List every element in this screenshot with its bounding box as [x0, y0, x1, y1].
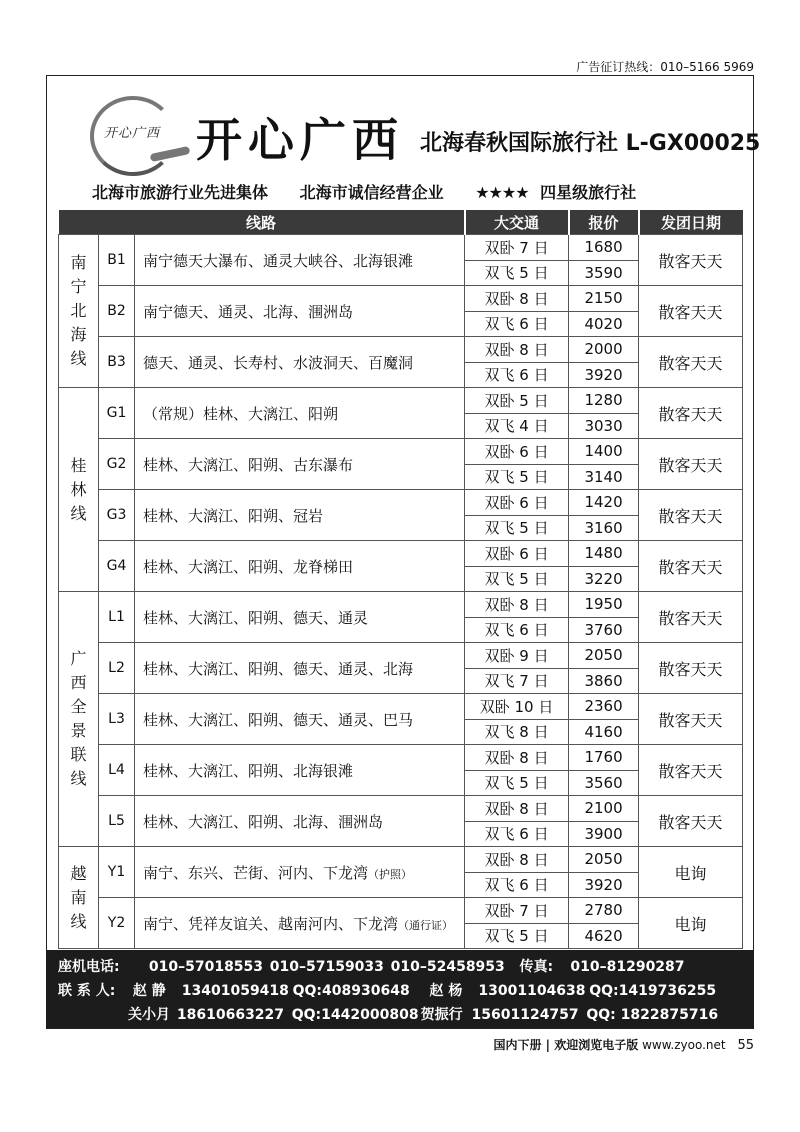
route-code: L3 [99, 694, 135, 745]
departure-date: 散客天天 [639, 745, 743, 796]
route-text: 桂林、大漓江、阳朔、德天、通灵 [143, 608, 369, 627]
transport-option: 双飞 5 日 [465, 464, 569, 490]
table-row [59, 388, 743, 414]
price-cell: 3760 [569, 617, 639, 643]
transport-option: 双卧 6 日 [465, 439, 569, 465]
route-text: 桂林、大漓江、阳朔、北海、涠洲岛 [143, 812, 384, 831]
route-text: 南宁、东兴、芒街、河内、下龙湾 [143, 863, 369, 882]
transport-option: 双飞 6 日 [465, 821, 569, 847]
route-description [135, 847, 465, 898]
route-description [135, 898, 465, 949]
transport-option: 双卧 8 日 [465, 745, 569, 771]
header-route: 线路 [59, 210, 465, 235]
departure-date: 电询 [639, 898, 743, 949]
price-cell: 1480 [569, 541, 639, 567]
route-code: B2 [99, 286, 135, 337]
price-cell: 3900 [569, 821, 639, 847]
region-label: 南宁北海线 [59, 235, 99, 388]
phone-3: 010–52458953 [390, 959, 505, 975]
contacts-row-2 [128, 1004, 718, 1024]
agency-name: 北海春秋国际旅行社 L-GX00025 [420, 131, 761, 156]
route-description [135, 592, 465, 643]
contact-qq: QQ:1419736255 [589, 983, 717, 999]
transport-option: 双卧 10 日 [465, 694, 569, 720]
route-description [135, 439, 465, 490]
transport-option: 双飞 4 日 [465, 413, 569, 439]
route-code: G4 [99, 541, 135, 592]
logo-text: 开心广西 [104, 126, 161, 141]
transport-option: 双飞 5 日 [465, 770, 569, 796]
route-code: G2 [99, 439, 135, 490]
route-text: （常规）桂林、大漓江、阳朔 [143, 404, 339, 423]
route-description [135, 388, 465, 439]
table-row [59, 337, 743, 363]
price-cell: 4020 [569, 311, 639, 337]
table-row [59, 235, 743, 261]
route-text: 桂林、大漓江、阳朔、冠岩 [143, 506, 324, 525]
price-cell: 3220 [569, 566, 639, 592]
price-cell: 1760 [569, 745, 639, 771]
departure-date: 散客天天 [639, 490, 743, 541]
transport-option: 双卧 8 日 [465, 286, 569, 312]
star-rating-icon: ★★★★ [475, 183, 529, 202]
price-cell: 2000 [569, 337, 639, 363]
route-description [135, 643, 465, 694]
route-text: 桂林、大漓江、阳朔、北海银滩 [143, 761, 354, 780]
route-code: G1 [99, 388, 135, 439]
table-row [59, 439, 743, 465]
transport-option: 双飞 8 日 [465, 719, 569, 745]
route-code: B1 [99, 235, 135, 286]
price-cell: 3590 [569, 260, 639, 286]
table-header [59, 210, 743, 235]
price-cell: 3140 [569, 464, 639, 490]
fax-number: 010–81290287 [570, 959, 685, 975]
price-cell: 1950 [569, 592, 639, 618]
route-description [135, 286, 465, 337]
transport-option: 双飞 5 日 [465, 260, 569, 286]
price-cell: 2360 [569, 694, 639, 720]
region-label: 桂林线 [59, 388, 99, 592]
header-transport: 大交通 [465, 210, 569, 235]
region-label: 广西全景联线 [59, 592, 99, 847]
price-cell: 3030 [569, 413, 639, 439]
honor-3: 四星级旅行社 [540, 183, 637, 202]
table-row [59, 541, 743, 567]
price-cell: 3860 [569, 668, 639, 694]
route-text: 南宁德天、通灵、北海、涠洲岛 [143, 302, 354, 321]
phone-row [58, 956, 685, 976]
contact-name: 赵 静 [132, 983, 166, 999]
contacts-label: 联 系 人: [58, 983, 116, 999]
price-cell: 1400 [569, 439, 639, 465]
price-cell: 2780 [569, 898, 639, 924]
contact-mobile: 13401059418 [181, 983, 289, 999]
departure-date: 散客天天 [639, 541, 743, 592]
route-description [135, 337, 465, 388]
route-code: Y2 [99, 898, 135, 949]
contact-bar [46, 950, 754, 1028]
ad-hotline: 广告征订热线：010–5166 5969 [576, 60, 754, 74]
honor-2: 北海市诚信经营企业 [299, 183, 444, 202]
route-code: L1 [99, 592, 135, 643]
table-row [59, 286, 743, 312]
price-cell: 3560 [569, 770, 639, 796]
price-cell: 3920 [569, 362, 639, 388]
route-description [135, 694, 465, 745]
honors-line [92, 180, 662, 203]
departure-date: 散客天天 [639, 796, 743, 847]
contact-name: 关小月 [128, 1007, 170, 1023]
route-code: G3 [99, 490, 135, 541]
route-code: L2 [99, 643, 135, 694]
price-cell: 2050 [569, 847, 639, 873]
transport-option: 双卧 8 日 [465, 847, 569, 873]
price-cell: 4160 [569, 719, 639, 745]
price-cell: 3160 [569, 515, 639, 541]
transport-option: 双卧 6 日 [465, 541, 569, 567]
route-table-body [59, 235, 743, 949]
table-row [59, 847, 743, 873]
price-cell: 1280 [569, 388, 639, 414]
contact-qq: QQ:1442000808 [291, 1007, 419, 1023]
transport-option: 双飞 6 日 [465, 617, 569, 643]
contact-qq: QQ:408930648 [292, 983, 410, 999]
region-label: 越南线 [59, 847, 99, 949]
transport-option: 双卧 6 日 [465, 490, 569, 516]
departure-date: 散客天天 [639, 286, 743, 337]
departure-date: 散客天天 [639, 337, 743, 388]
contact-mobile: 15601124757 [471, 1007, 579, 1023]
phone-1: 010–57018553 [148, 959, 264, 975]
departure-date: 散客天天 [639, 592, 743, 643]
route-text: 南宁、凭祥友谊关、越南河内、下龙湾 [143, 914, 399, 933]
table-row [59, 898, 743, 924]
route-note: （护照） [368, 867, 413, 881]
transport-option: 双飞 6 日 [465, 311, 569, 337]
header-date: 发团日期 [639, 210, 743, 235]
phone-2: 010–57159033 [269, 959, 384, 975]
transport-option: 双飞 6 日 [465, 362, 569, 388]
header-price: 报价 [569, 210, 639, 235]
route-description [135, 490, 465, 541]
route-code: B3 [99, 337, 135, 388]
price-cell: 2150 [569, 286, 639, 312]
departure-date: 散客天天 [639, 643, 743, 694]
page-footer [494, 1036, 755, 1053]
footer-url[interactable]: www.zyoo.net [642, 1038, 726, 1052]
price-cell: 2050 [569, 643, 639, 669]
contact-mobile: 13001104638 [478, 983, 586, 999]
transport-option: 双卧 7 日 [465, 235, 569, 261]
route-text: 桂林、大漓江、阳朔、德天、通灵、巴马 [143, 710, 414, 729]
route-text: 桂林、大漓江、阳朔、龙脊梯田 [143, 557, 354, 576]
transport-option: 双飞 5 日 [465, 923, 569, 949]
transport-option: 双飞 6 日 [465, 872, 569, 898]
table-row [59, 643, 743, 669]
table-row [59, 490, 743, 516]
fax-label: 传真: [519, 959, 554, 975]
transport-option: 双飞 5 日 [465, 566, 569, 592]
price-cell: 1420 [569, 490, 639, 516]
route-code: L5 [99, 796, 135, 847]
contact-mobile: 18610663227 [176, 1007, 285, 1023]
table-row [59, 745, 743, 771]
route-description [135, 541, 465, 592]
price-cell: 4620 [569, 923, 639, 949]
route-table [58, 210, 743, 949]
brand-title: 开心广西 [196, 113, 404, 167]
route-code: L4 [99, 745, 135, 796]
contact-name: 贺振行 [420, 1007, 463, 1023]
contacts-row-1 [58, 980, 716, 1000]
footer-label: 国内下册 | 欢迎浏览电子版 [493, 1038, 639, 1052]
route-code: Y1 [99, 847, 135, 898]
departure-date: 电询 [639, 847, 743, 898]
route-text: 桂林、大漓江、阳朔、德天、通灵、北海 [143, 659, 414, 678]
price-cell: 2100 [569, 796, 639, 822]
transport-option: 双飞 7 日 [465, 668, 569, 694]
phone-label: 座机电话: [58, 959, 120, 975]
transport-option: 双卧 8 日 [465, 796, 569, 822]
contact-name: 赵 杨 [429, 983, 463, 999]
route-note: （通行证） [398, 918, 454, 932]
transport-option: 双卧 5 日 [465, 388, 569, 414]
route-text: 南宁德天大瀑布、通灵大峡谷、北海银滩 [143, 251, 414, 270]
table-row [59, 592, 743, 618]
departure-date: 散客天天 [639, 388, 743, 439]
route-description [135, 235, 465, 286]
departure-date: 散客天天 [639, 439, 743, 490]
contact-qq: QQ: 1822875716 [586, 1007, 719, 1023]
table-row [59, 694, 743, 720]
route-text: 德天、通灵、长寿村、水波洞天、百魔洞 [143, 353, 414, 372]
price-cell: 1680 [569, 235, 639, 261]
table-row [59, 796, 743, 822]
departure-date: 散客天天 [639, 694, 743, 745]
route-text: 桂林、大漓江、阳朔、古东瀑布 [143, 455, 354, 474]
departure-date: 散客天天 [639, 235, 743, 286]
transport-option: 双卧 8 日 [465, 592, 569, 618]
price-cell: 3920 [569, 872, 639, 898]
transport-option: 双卧 7 日 [465, 898, 569, 924]
route-description [135, 745, 465, 796]
transport-option: 双卧 8 日 [465, 337, 569, 363]
page-number: 55 [737, 1038, 754, 1053]
route-description [135, 796, 465, 847]
transport-option: 双卧 9 日 [465, 643, 569, 669]
transport-option: 双飞 5 日 [465, 515, 569, 541]
honor-1: 北海市旅游行业先进集体 [92, 183, 269, 202]
